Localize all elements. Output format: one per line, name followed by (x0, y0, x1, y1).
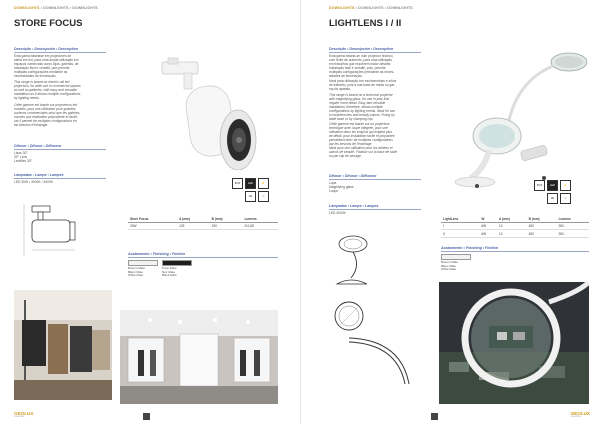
right-page (300, 0, 600, 424)
description-pt: Esta gama baseia-se num projector técnico, com lente de aumento, para uma utilização em trabalhos que requerem maior detalhe. Instalação fácil e versátil, pois, permite múltiplas configurações (mediante as neces- sidades de iluminação. (329, 54, 395, 78)
divider (128, 257, 278, 258)
diffuser-text: Lisos 30° 30° Lens Lentilles 30° (14, 151, 32, 163)
description-pt-2: Ideal para utilização em escrivaninhas e sítios de trabalho, pois a sua base de mesa ou gar- mp de aparato. (329, 79, 397, 91)
lamps-heading: Lâmpadas • Lamps • Lampes (329, 204, 379, 208)
finish-label-white: Branco Mate Blanc Mate White Mate (441, 260, 459, 272)
table-row: 30W 125 190 2/4,3/0 (128, 223, 278, 230)
magnifier-in-use-photo (439, 282, 589, 404)
page-title: LIGHTLENS I / II (329, 18, 402, 29)
divider (14, 52, 106, 53)
table-header: W (479, 216, 497, 223)
finish-heading: Acabamento • Finishing • Finition (441, 246, 499, 250)
spec-table (441, 216, 589, 238)
description-fr: Cette gamme est basée sur un projecteur technique avec loupe intégrée, pour une utilisation dans les emplois qui exigent plus de détail. pour installation facile et polyvalent permettant donc de multiples configurations par les besoins de l'éclairage. Idéal pour une utilisation pour les ateliers et salons de beauté. Fixation sur la base de table ou par clip de serrage. (329, 122, 398, 158)
description-en: This range is based on electric rail led projectors, for wide use in commercial spaces as well as galleries, with easy and versatile installation as it allows multiple configurations by lighting needs. (14, 80, 81, 100)
ce-icon: CE (245, 191, 256, 202)
store-photo-clothing (14, 290, 112, 400)
divider (441, 251, 589, 252)
ip-rating-icon: IP20 (232, 178, 243, 189)
store-photo-interior (120, 310, 278, 404)
table-header: A (mm) (177, 216, 210, 223)
table-header: B (mm) (210, 216, 243, 223)
lamps-heading: Lâmpadas • Lamps • Lampes (14, 173, 64, 177)
page-number-marker (431, 413, 438, 420)
page-title: STORE FOCUS (14, 18, 83, 29)
divider (329, 209, 421, 210)
description-heading: Descrição • Descripción • Description (329, 47, 394, 51)
class-icon: ▽ (560, 193, 571, 204)
table-header: Lumens (557, 216, 589, 223)
ip-rating-icon: IP20 (534, 180, 545, 191)
diffuser-heading: Difusor • Difusor • Diffuseur (329, 174, 377, 178)
spotlight-product-image (158, 40, 268, 170)
technical-drawing-arm (341, 330, 421, 390)
table-header: Lumens (242, 216, 278, 223)
table-header: LightLens (441, 216, 479, 223)
finish-heading: Acabamento • Finishing • Finition (128, 252, 186, 256)
power-icon: ⚡ (258, 178, 269, 189)
table-header: B (mm) (527, 216, 557, 223)
table-header: A (mm) (497, 216, 527, 223)
brand-logo: GEOLUX LIGHTING (14, 411, 34, 418)
lamps-text: LED 4000K (329, 211, 346, 215)
breadcrumb: DOWNLIGHTS • DOWNLIGHTS • DOWNLIGHTS (329, 6, 413, 10)
spec-table (128, 216, 278, 230)
divider (14, 178, 106, 179)
magnifier-lamp-image (449, 40, 589, 190)
page-number-marker (143, 413, 150, 420)
diffuser-heading: Difusor • Difusor • Diffuseur (14, 144, 62, 148)
finish-label-black: Preto Mate Noir Mate Black Mate (162, 266, 177, 278)
description-fr: Cette gamme est basée sur projecteurs led murales, pour une utilisation pour grandes surfaces commerciales ainsi que les galeries, normes aux réalisation polyvalente et facile, car il permet de multiples configurations en las besoins d'éclairage. (14, 103, 81, 127)
breadcrumb: DOWNLIGHTS • DOWNLIGHTS • DOWNLIGHTS (14, 6, 98, 10)
class-icon: ▽ (258, 191, 269, 202)
led-icon: LED (547, 180, 558, 191)
power-icon: ⚡ (560, 180, 571, 191)
brand-logo: GEOLUX LIGHTING (570, 411, 590, 418)
description-heading: Descrição • Descripción • Description (14, 47, 79, 51)
technical-drawing (18, 200, 98, 260)
divider (14, 149, 106, 150)
lamps-text: LED 30W • 3000K / 4000K (14, 180, 53, 184)
ce-icon: CE (547, 193, 558, 204)
technical-drawing-lamp (331, 232, 381, 288)
table-header: Store Focus (128, 216, 177, 223)
table-row: II 6W 10 450 300 (441, 230, 589, 237)
diffuser-text: Lupa Magnifying glass Loupe (329, 181, 354, 193)
description-en: This range is based on a technical projector with magnifying glass, for use in jobs that require more detail. Easy and versatile installation, therefore, allows multiple configurations by lighting needs. Ideal for use in workbenches and beauty salons. Fixing by table base or by clamping clip. (329, 93, 396, 121)
led-icon: LED (245, 178, 256, 189)
description-pt: Esta gama baseiase em projectores de calha em led, para uma ampla utilização em espaços comerciais como lojas, galerias, de instalação fácil e versátil, pois permite múltiplas configurações mediante as necessidades de iluminação. (14, 54, 79, 78)
divider (329, 52, 421, 53)
divider (329, 179, 421, 180)
table-row: I 6W 10 450 300 (441, 223, 589, 230)
finish-label-white: Branco Mate Blanc Mate White Mate (128, 266, 146, 278)
